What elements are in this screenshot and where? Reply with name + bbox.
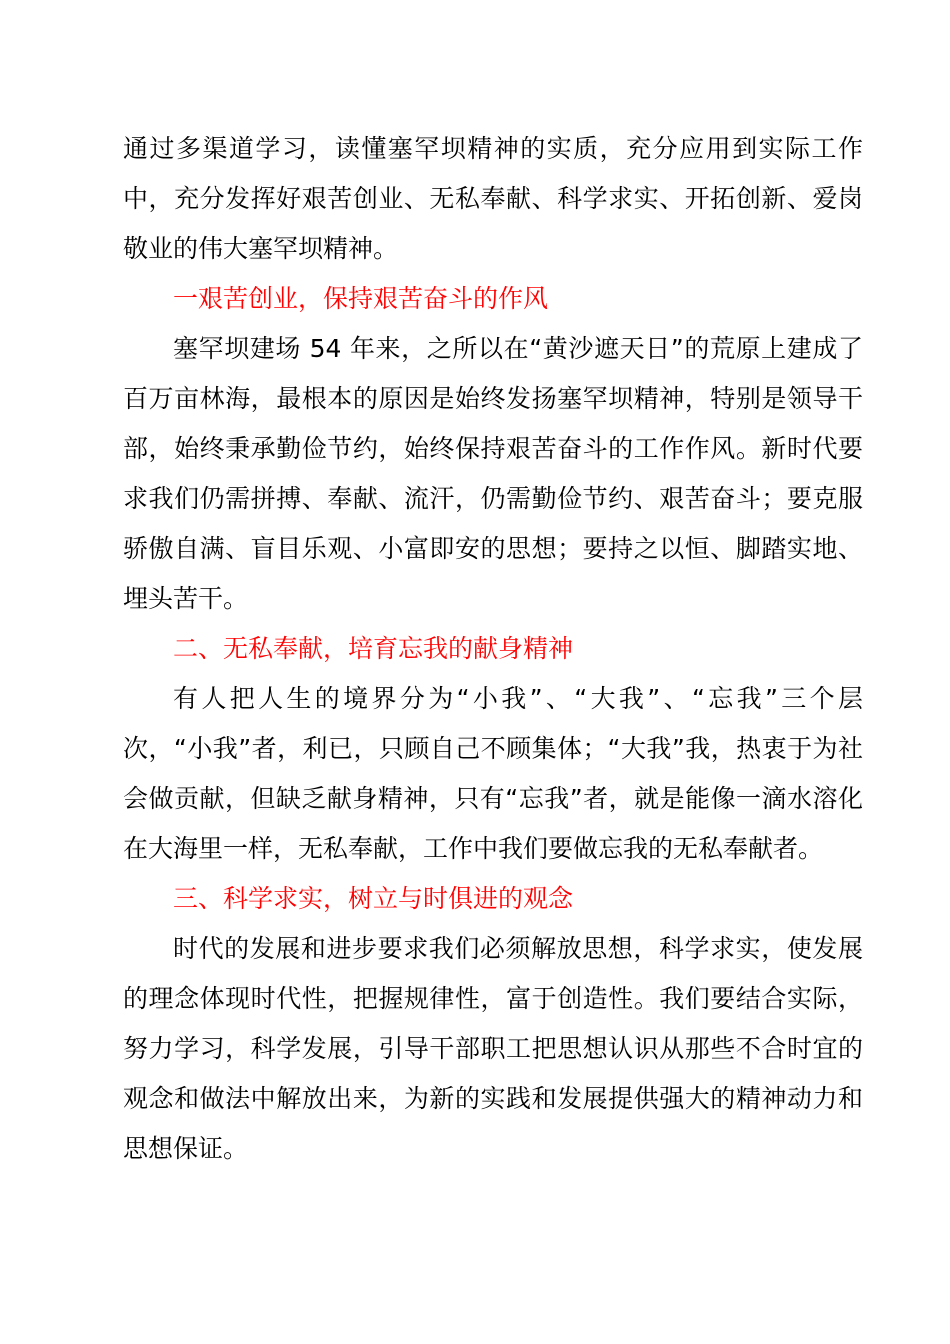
section-heading: 一艰苦创业，保持艰苦奋斗的作风 — [173, 284, 549, 313]
section-paragraph: 有人把人生的境界分为“小我”、“大我”、“忘我”三个层次，“小我”者，利已，只顾自己不顾集体；“大我”我，热衷于为社会做贡献，但缺乏献身精神，只有“忘我”者，就是能像一滴水溶化在大海里一样，无私奉献，工作中我们要做忘我的无私奉献者。 — [123, 684, 863, 863]
section-paragraph: 时代的发展和进步要求我们必须解放思想，科学求实，使发展的理念体现时代性，把握规律性，富于创造性。我们要结合实际，努力学习，科学发展，引导干部职工把思想认识从那些不合时宜的观念和做法中解放出来，为新的实践和发展提供强大的精神动力和思想保证。 — [123, 934, 863, 1163]
section-paragraph: 塞罕坝建场 54 年来，之所以在“黄沙遮天日”的荒原上建成了百万亩林海，最根本的原因是始终发扬塞罕坝精神，特别是领导干部，始终秉承勤俭节约，始终保持艰苦奋斗的工作作风。新时代要求我们仍需拼搏、奉献、流汗，仍需勤俭节约、艰苦奋斗；要克服骄傲自满、盲目乐观、小富即安的思想；要持之以恒、脚踏实地、埋头苦干。 — [123, 334, 863, 613]
document-page — [123, 124, 863, 1174]
section-heading: 三、科学求实，树立与时俱进的观念 — [173, 884, 574, 913]
intro-paragraph: 通过多渠道学习，读懂塞罕坝精神的实质，充分应用到实际工作中，充分发挥好艰苦创业、无私奉献、科学求实、开拓创新、爱岗敬业的伟大塞罕坝精神。 — [123, 134, 863, 263]
section-heading: 二、无私奉献，培育忘我的献身精神 — [173, 634, 574, 663]
